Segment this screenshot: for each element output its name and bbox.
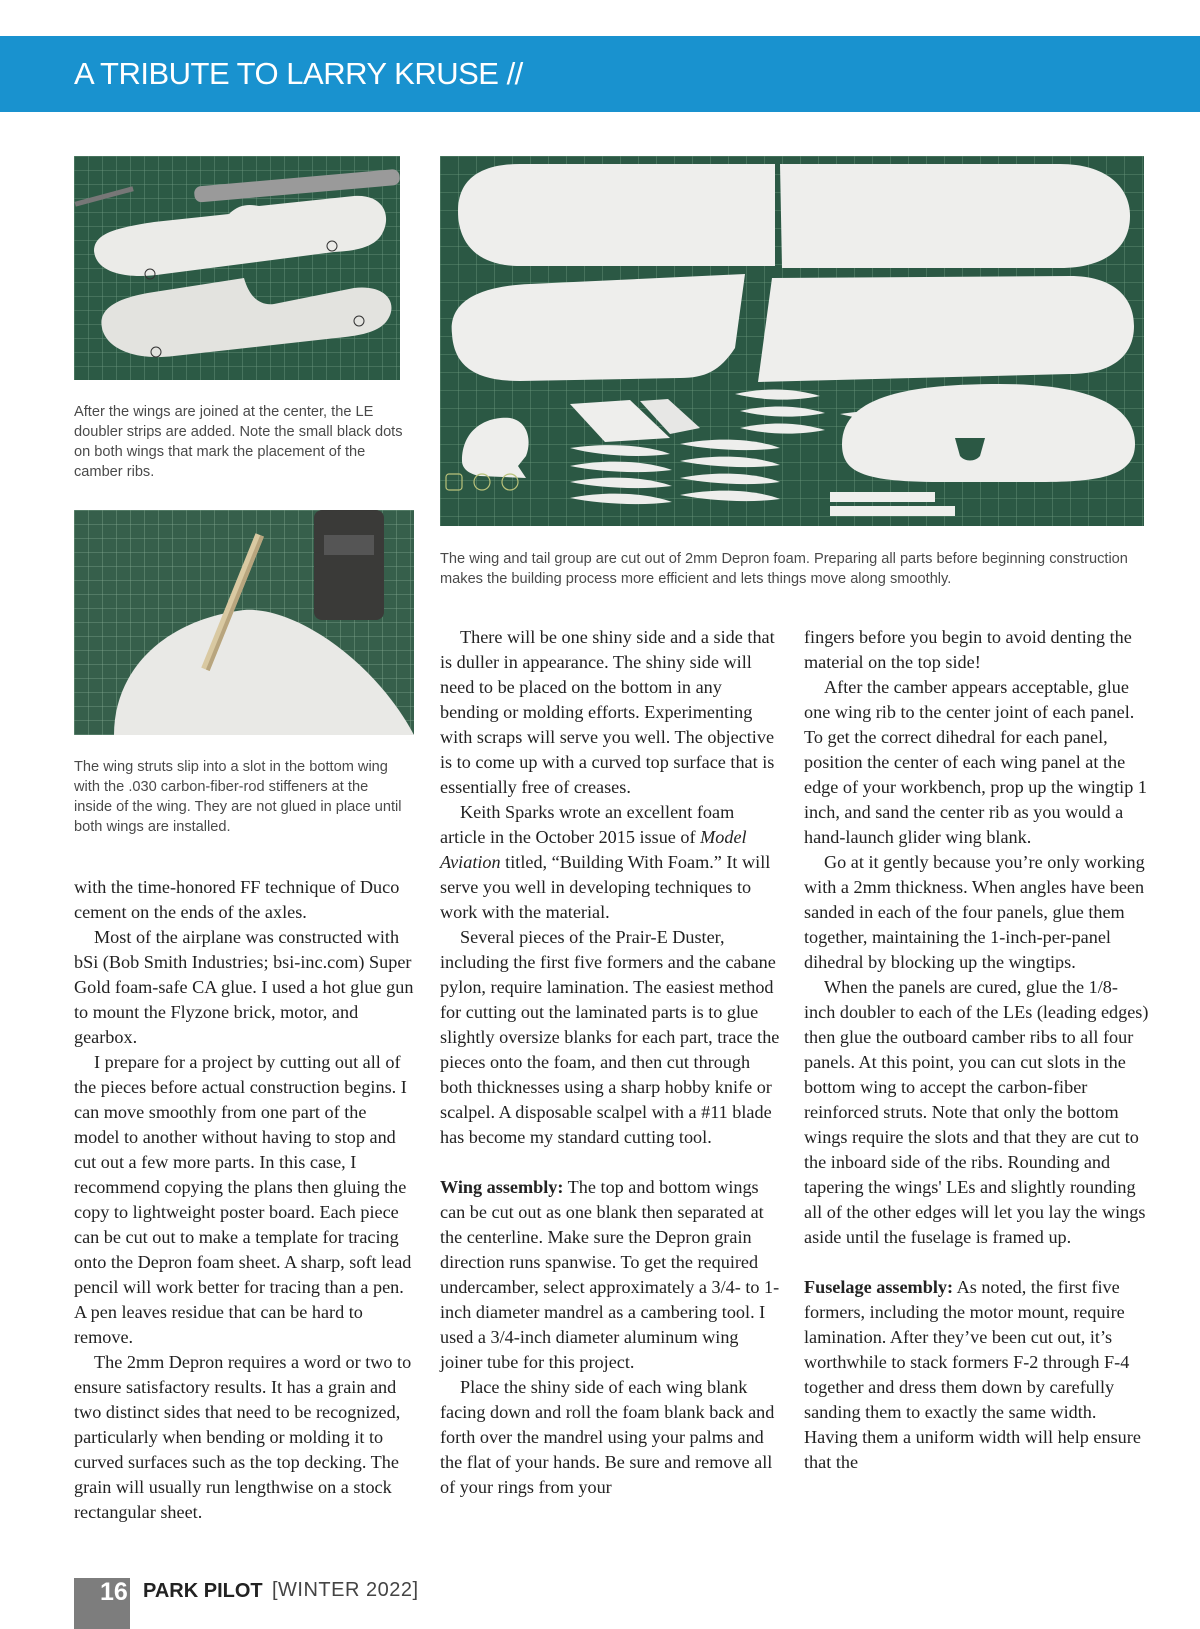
text-run: When the panels are cured, glue the (824, 977, 1089, 997)
fraction: 1/8 (1088, 977, 1112, 997)
header-banner (0, 36, 1200, 112)
caption-photo2: The wing and tail group are cut out of 2mm Depron foam. Preparing all parts before beginning construction makes the building process more efficient and lets things move along smoothly. (440, 551, 1128, 587)
paragraph: After the camber appears acceptable, glue one wing rib to the center joint of each panel. To get the correct dihedral for each panel, position the center of each wing panel at the edge of your workbench, prop up the wingtip 1 inch, and sand the center rib as you would a hand-launch glider wing blank. (804, 677, 1147, 847)
subhead-wing-assembly: Wing assembly: (440, 1177, 564, 1197)
text-run: - to 1-inch diameter mandrel as a cambering tool. I used a (440, 1277, 780, 1347)
article-column-2 (440, 625, 780, 1500)
text-run: The top and bottom wings can be cut out as one blank then separated at the centerline. Make sure the Depron grain direction runs spanwise. To get the required undercamber, select approximately a (440, 1177, 764, 1297)
photo-wings-joined (74, 156, 400, 380)
paragraph: The 2mm Depron requires a word or two to ensure satisfactory results. It has a grain and two distinct sides that need to be recognized, particularly when bending or molding it to curved surfaces such as the top decking. The grain will usually run lengthwise on a stock rectangular sheet. (74, 1352, 412, 1522)
text-run: -inch doubler to each of the LEs (leading edges) then glue the outboard camber ribs to all four panels. At this point, you can cut slots in the bottom wing to accept the carbon-fiber reinforced struts. Note that only the bottom wings require the slots and that they are cut to the inboard side of the ribs. Rounding and tapering the wings' LEs and slightly rounding all of the other edges will let you lay the wings aside until the fuselage is framed up. (804, 977, 1149, 1247)
publication-title: Model Aviation (440, 827, 747, 872)
caption-photo3: The wing struts slip into a slot in the bottom wing with the .030 carbon-fiber-rod stiffeners at the inside of the wing. They are not glued in place until both wings are installed. (74, 759, 402, 835)
paragraph: There will be one shiny side and a side that is duller in appearance. The shiny side will need to be placed on the bottom in any bending or molding efforts. Experimenting with scraps will serve you well. The objective is to come up with a curved top surface that is essentially free of creases. (440, 627, 775, 797)
text-run: As noted, the first five formers, including the motor mount, require lamination. After they’ve been cut out, it’s worthwhile to stack formers F-2 through F-4 together and dress them down by carefully sanding them to exactly the same width. Having them a uniform width will help ensure that the (804, 1277, 1141, 1472)
paragraph: Several pieces of the Prair-E Duster, including the first five formers and the cabane pylon, require lamination. The easiest method for cutting out the laminated parts is to glue slightly oversize blanks for each part, trace the pieces onto the foam, and then cut through both thicknesses using a sharp hobby knife or scalpel. A disposable scalpel with a #11 blade has become my standard cutting tool. (440, 927, 780, 1147)
paragraph: fingers before you begin to avoid denting the material on the top side! (804, 627, 1132, 672)
section-title: A TRIBUTE TO LARRY KRUSE // (74, 56, 523, 91)
fraction: 3/4 (711, 1277, 735, 1297)
caption-photo1: After the wings are joined at the center, the LE doubler strips are added. Note the small black dots on both wings that mark the placement of the camber ribs. (74, 404, 403, 480)
paragraph: Go at it gently because you’re only working with a 2mm thickness. When angles have been sanded in each of the four panels, glue them together, maintaining the 1-inch-per-panel dihedral by blocking up the wingtips. (804, 852, 1145, 972)
issue-label: [WINTER 2022] (272, 1579, 419, 1601)
paragraph: I prepare for a project by cutting out all of the pieces before actual construction begins. I can move smoothly from one part of the model to another without having to stop and cut out a few more parts. In this case, I recommend copying the plans then gluing the copy to lightweight poster board. Each piece can be cut out to make a template for tracing onto the Depron foam sheet. A sharp, soft lead pencil will work better for tracing than a pen. A pen leaves residue that can be hard to remove. (74, 1052, 412, 1347)
page-number: 16 (100, 1578, 128, 1606)
article-column-1 (74, 875, 414, 1525)
subhead-fuselage-assembly: Fuselage assembly: (804, 1277, 954, 1297)
paragraph: with the time-honored FF technique of Duco cement on the ends of the axles. (74, 877, 400, 922)
paragraph (804, 975, 1149, 1250)
magazine-name: PARK PILOT (143, 1580, 263, 1602)
text-run: Keith Sparks wrote an excellent foam article in the October 2015 issue of (440, 802, 735, 847)
photo-wing-strut (74, 510, 414, 735)
paragraph: Place the shiny side of each wing blank facing down and roll the foam blank back and forth over the mandrel using your palms and the flat of your hands. Be sure and remove all of your rings from your (440, 1377, 775, 1497)
paragraph (440, 800, 780, 925)
photo-wing-tail-parts (440, 156, 1144, 526)
text-run: titled, “Building With Foam.” It will serve you well in developing techniques to work with the material. (440, 852, 771, 922)
fraction: 3/4 (490, 1327, 514, 1347)
text-run: -inch diameter aluminum wing joiner tube for this project. (440, 1327, 739, 1372)
paragraph: Most of the airplane was constructed with bSi (Bob Smith Industries; bsi-inc.com) Super Gold foam-safe CA glue. I used a hot glue gun to mount the Flyzone brick, motor, and gearbox. (74, 927, 414, 1047)
article-column-3 (804, 625, 1149, 1475)
